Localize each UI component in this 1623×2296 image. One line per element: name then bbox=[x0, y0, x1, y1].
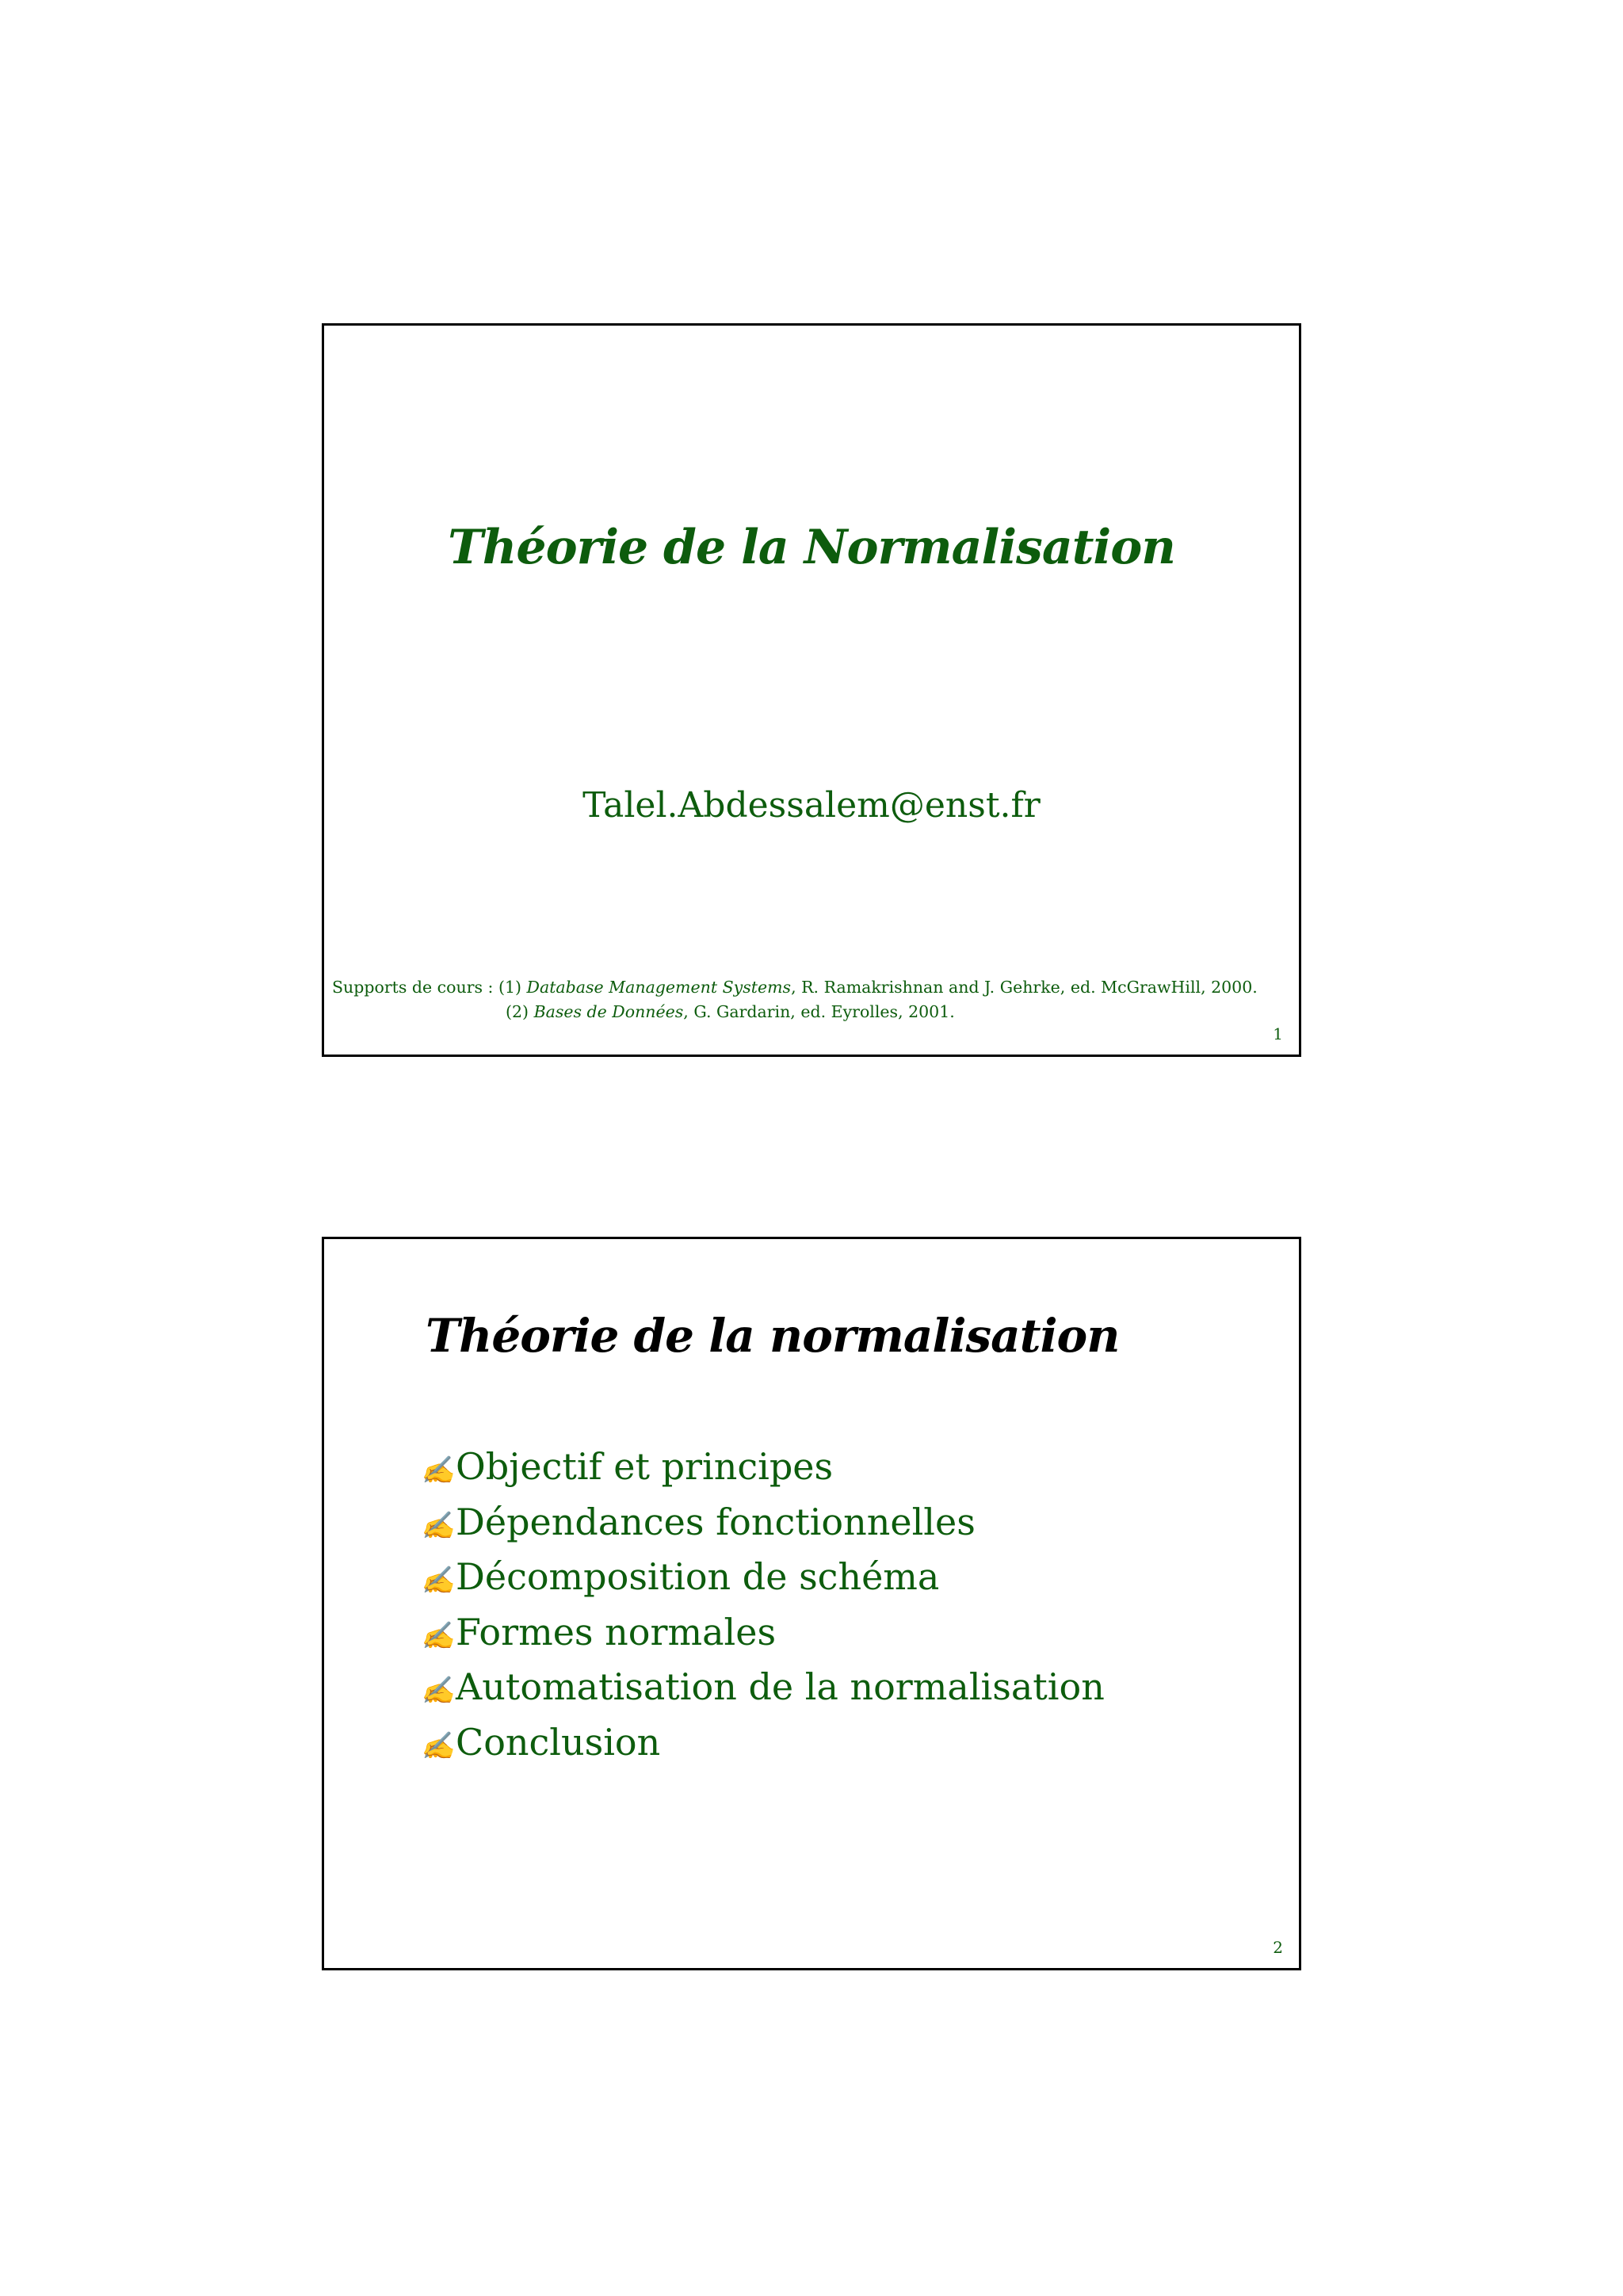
page-number: 2 bbox=[1273, 1938, 1283, 1957]
reference-2-details: , G. Gardarin, ed. Eyrolles, 2001. bbox=[683, 1002, 955, 1021]
slide-title: Théorie de la normalisation bbox=[426, 1309, 1120, 1363]
list-item bbox=[421, 1665, 1105, 1721]
reference-1-details: , R. Ramakrishnan and J. Gehrke, ed. McGrawHill, 2000. bbox=[791, 978, 1258, 997]
slide-2 bbox=[322, 1237, 1301, 1970]
reference-1 bbox=[332, 975, 1258, 1000]
writing-hand-icon: ✍ bbox=[421, 1509, 455, 1542]
writing-hand-icon: ✍ bbox=[421, 1730, 455, 1762]
reference-2-prefix: (2) bbox=[506, 1002, 534, 1021]
outline-item-label: Conclusion bbox=[456, 1720, 661, 1764]
outline-item-label: Formes normales bbox=[456, 1610, 777, 1653]
writing-hand-icon: ✍ bbox=[421, 1455, 455, 1486]
reference-2-book-title: Bases de Données bbox=[533, 1002, 684, 1021]
list-item bbox=[421, 1501, 1105, 1556]
reference-2 bbox=[332, 1000, 1258, 1024]
writing-hand-icon: ✍ bbox=[421, 1619, 455, 1652]
outline-item-label: Automatisation de la normalisation bbox=[456, 1665, 1105, 1708]
outline-item-label: Objectif et principes bbox=[456, 1445, 834, 1488]
course-references bbox=[332, 975, 1258, 1024]
outline-item-label: Décomposition de schéma bbox=[456, 1555, 940, 1598]
slide-1 bbox=[322, 323, 1301, 1057]
list-item bbox=[421, 1555, 1105, 1611]
slide-title: Théorie de la Normalisation bbox=[448, 520, 1175, 575]
page-number: 1 bbox=[1273, 1024, 1283, 1043]
outline-list bbox=[421, 1445, 1105, 1775]
author-email: Talel.Abdessalem@enst.fr bbox=[582, 785, 1041, 826]
outline-item-label: Dépendances fonctionnelles bbox=[456, 1500, 976, 1543]
writing-hand-icon: ✍ bbox=[421, 1675, 455, 1707]
list-item bbox=[421, 1611, 1105, 1666]
writing-hand-icon: ✍ bbox=[421, 1565, 455, 1596]
list-item bbox=[421, 1721, 1105, 1776]
reference-1-book-title: Database Management Systems bbox=[526, 978, 792, 997]
list-item bbox=[421, 1445, 1105, 1501]
reference-1-prefix: Supports de cours : (1) bbox=[332, 978, 527, 997]
